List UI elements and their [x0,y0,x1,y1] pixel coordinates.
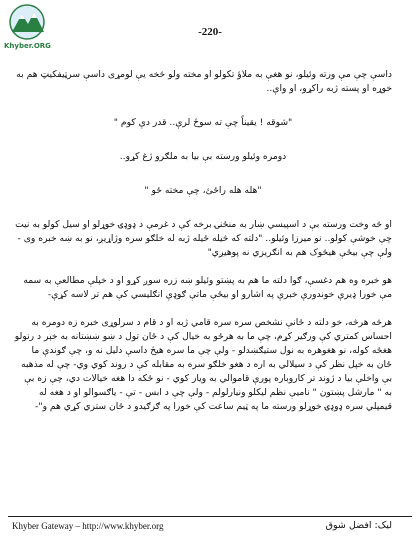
paragraph-3: او څه وخت ورسته بې د اسپيسي ښار به منځنۍ برخه کې د غرمې د ډوډۍ خوړلو او سيل کولو به نيت چې خوشې کولو.. نو ميرزا وئيلو.. "دلته که څيله ځيله ژبه له خلګو سره وژاړيږ، نو به ښه خبره وی - ولې چې بيځې هيڅوک هم به انګريزي نه پوهيږي" [15,219,392,258]
quote-1: "شوقه ! يقيناً چې ته سوځ لرې.. قدر دې کوم " [113,117,293,128]
paragraph-4: هو خبره وه هم دغسې، ګوا دلته ما هم به پښتو وئيلو ښه زره سوږ کړو او د خپلې مطالعې به سمه مې خورا ډيرې خوندورې خبرې په اشارو او بيځې ماتې ګوډې انګليسي کې هم تر لاسه کړې- [23,275,392,300]
paragraph-1: داسې چې مې ورته وئيلو، نو هغې به ملاؤ تکولو او مخته ولو څخه يې لومړی داسې سرټيفکيټ هم به خوړه او پسته ژبه راکړو، او واې.. [16,69,392,94]
paragraph-5: هرڅه هرڅه، خو دلته د ځانې نشخص سره سره قامي ژبه او د قام د سرلوړی خبره زه دومره به احساس کمتري کې ورګير کړم، چې ما به هرځو به خيال کې د ځان تول د ښو ښښتانه به خېر د رنولو هغځه کوله، نو هغوهره به نول ستيګښدلو - ولې چې ما سره هيڅ داسې دليل نه و، چې ګوندې ما ځان به خپل نظر کې د سيلالي به اره د هغو خلګو سره به مقابله کې د روند کوي وي- چې له مذهبه بې واخلې بيا د ژوند تر کاروباره پورې قاموالي به ويار کوي - نو ځکه دا هغه خيالات دي، چې زه بې به " مارشل پښتون " ناميې نظم ليکلو ونيارلولم - ولې چې د ابس - تې - ياګسوالو او د هغه له قيمپلي سره ډوډۍ خوړلو ورسته ما په ټيم ساعت کې خورا په ګرګيدو د ځان ستري کړي هم و"- [14,317,392,412]
footer-author: ليک: افضل شوق [325,520,392,531]
quote-2: "هله هله راځئ، چې مخته ځو " [144,185,262,196]
footer-divider [8,516,412,517]
paragraph-2: دومره وئيلو ورسته بې بيا به ملګرو ژغ کړو.. [119,151,287,162]
logo-wordmark: Khyber.ORG [4,42,51,50]
page-body [14,68,392,414]
footer-source-link[interactable]: Khyber Gateway – http://www.khyber.org [12,521,164,531]
page-number: -220- [198,26,222,38]
